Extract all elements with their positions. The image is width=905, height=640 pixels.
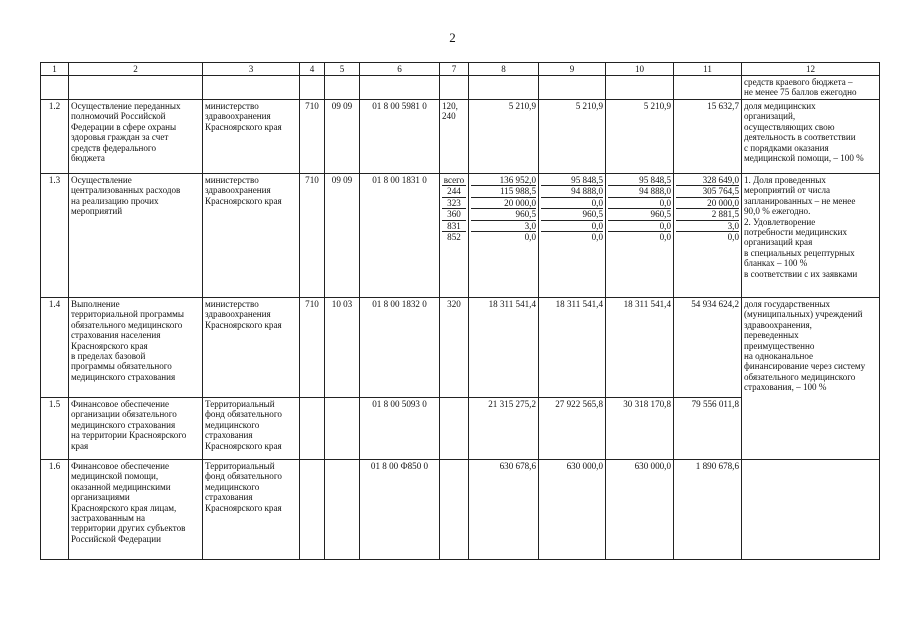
col-7: 320 (440, 298, 469, 398)
sub-value: 0,0 (727, 231, 739, 242)
sub-value: 960,5 (608, 209, 671, 220)
sub-value: всего (443, 175, 465, 185)
row-number: 1.6 (41, 460, 69, 560)
col-5 (325, 398, 360, 460)
col-8: 21 315 275,2 (469, 398, 539, 460)
col-10: 630 000,0 (606, 460, 674, 560)
col-4 (300, 460, 325, 560)
executor: министерство здравоохранения Красноярского края (203, 100, 300, 174)
sub-value: 0,0 (591, 231, 603, 242)
col-5: 09 09 (325, 174, 360, 298)
sub-value: 323 (442, 198, 466, 209)
continuation-text: средств краевого бюджета – не менее 75 баллов ежегодно (742, 76, 880, 100)
header-row (41, 63, 880, 76)
header-cell: 7 (440, 63, 469, 76)
row-number: 1.2 (41, 100, 69, 174)
col-7 (440, 174, 469, 298)
col-6: 01 8 00 5981 0 (360, 100, 440, 174)
sub-value: 115 988,5 (471, 186, 536, 197)
page-number: 2 (449, 30, 456, 45)
sub-value: 94 888,0 (608, 186, 671, 197)
table-row (41, 460, 880, 560)
sub-value: 3,0 (676, 221, 739, 232)
col-11: 79 556 011,8 (674, 398, 742, 460)
sub-value: 0,0 (608, 221, 671, 232)
col-8: 630 678,6 (469, 460, 539, 560)
activity-name: Финансовое обеспечение медицинской помощи, оказанной медицинскими организациями Красноярского края лицам, застрахованным на территории других субъектов Российской Федерации (69, 460, 203, 560)
col-12: доля государственных (муниципальных) учреждений здравоохранения, переведенных преимущественно на одноканальное финансирование через систему обязательного медицинского страхования, – 100 % (742, 298, 880, 460)
sub-value: 20 000,0 (676, 198, 739, 209)
row-number: 1.3 (41, 174, 69, 298)
header-cell: 1 (41, 63, 69, 76)
col-8 (469, 174, 539, 298)
sub-value: 244 (442, 186, 466, 197)
col-9: 5 210,9 (539, 100, 606, 174)
col-4: 710 (300, 174, 325, 298)
row-number: 1.5 (41, 398, 69, 460)
col-4: 710 (300, 100, 325, 174)
col-4 (300, 398, 325, 460)
sub-value: 0,0 (524, 231, 536, 242)
header-cell: 4 (300, 63, 325, 76)
sub-value: 95 848,5 (608, 175, 671, 186)
col-6: 01 8 00 1831 0 (360, 174, 440, 298)
executor: Территориальный фонд обязательного медицинского страхования Красноярского края (203, 460, 300, 560)
col-9: 18 311 541,4 (539, 298, 606, 398)
sub-value: 960,5 (541, 209, 603, 220)
col-4: 710 (300, 298, 325, 398)
sub-value: 305 764,5 (676, 186, 739, 197)
sub-value: 136 952,0 (471, 175, 536, 186)
sub-value: 960,5 (471, 209, 536, 220)
sub-value: 94 888,0 (541, 186, 603, 197)
sub-value: 20 000,0 (471, 198, 536, 209)
header-cell: 10 (606, 63, 674, 76)
col-12-empty (742, 460, 880, 560)
col-11: 15 632,7 (674, 100, 742, 174)
executor: министерство здравоохранения Красноярского края (203, 298, 300, 398)
col-7 (440, 460, 469, 560)
col-10: 5 210,9 (606, 100, 674, 174)
col-7 (440, 398, 469, 460)
col-12: 1. Доля проведенных мероприятий от числа запланированных – не менее 90,0 % ежегодно. 2. Удовлетворение потребности медицинских организаций края в специальных рецептурных бланках – 100 % в соответствии с их заявками (742, 174, 880, 298)
header-cell: 8 (469, 63, 539, 76)
table-row (41, 298, 880, 398)
header-cell: 2 (69, 63, 203, 76)
header-cell: 12 (742, 63, 880, 76)
header-cell: 6 (360, 63, 440, 76)
executor: Территориальный фонд обязательного медицинского страхования Красноярского края (203, 398, 300, 460)
header-cell: 5 (325, 63, 360, 76)
sub-value: 831 (442, 221, 466, 232)
col-11: 1 890 678,6 (674, 460, 742, 560)
table-row (41, 100, 880, 174)
col-7: 120, 240 (440, 100, 469, 174)
sub-value: 3,0 (471, 221, 536, 232)
col-10: 30 318 170,8 (606, 398, 674, 460)
row-number: 1.4 (41, 298, 69, 398)
col-6: 01 8 00 Ф850 0 (360, 460, 440, 560)
col-9: 27 922 565,8 (539, 398, 606, 460)
header-cell: 3 (203, 63, 300, 76)
executor: министерство здравоохранения Красноярского края (203, 174, 300, 298)
col-12: доля медицинских организаций, осуществляющих свою деятельность в соответствии с порядками оказания медицинской помощи, – 100 % (742, 100, 880, 174)
header-cell: 9 (539, 63, 606, 76)
col-5: 10 03 (325, 298, 360, 398)
col-6: 01 8 00 1832 0 (360, 298, 440, 398)
sub-value: 2 881,5 (676, 209, 739, 220)
col-5: 09 09 (325, 100, 360, 174)
activity-name: Осуществление переданных полномочий Российской Федерации в сфере охраны здоровья граждан за счет средств федерального бюджета (69, 100, 203, 174)
col-5 (325, 460, 360, 560)
col-10 (606, 174, 674, 298)
continuation-row (41, 76, 880, 100)
col-11 (674, 174, 742, 298)
col-6: 01 8 00 5093 0 (360, 398, 440, 460)
col-9 (539, 174, 606, 298)
sub-value: 360 (442, 209, 466, 220)
sub-value: 95 848,5 (541, 175, 603, 186)
activity-name: Выполнение территориальной программы обязательного медицинского страхования населения Красноярского края в пределах базовой программы обязательного медицинского страхования (69, 298, 203, 398)
sub-value: 328 649,0 (676, 175, 739, 186)
col-9: 630 000,0 (539, 460, 606, 560)
col-11: 54 934 624,2 (674, 298, 742, 398)
sub-value: 0,0 (608, 198, 671, 209)
col-10: 18 311 541,4 (606, 298, 674, 398)
activity-name: Финансовое обеспечение организации обязательного медицинского страхования на территории Красноярского края (69, 398, 203, 460)
header-cell: 11 (674, 63, 742, 76)
sub-value: 852 (447, 231, 461, 242)
sub-value: 0,0 (541, 221, 603, 232)
sub-value: 0,0 (659, 231, 671, 242)
col-8: 18 311 541,4 (469, 298, 539, 398)
col-8: 5 210,9 (469, 100, 539, 174)
activity-name: Осуществление централизованных расходов на реализацию прочих мероприятий (69, 174, 203, 298)
table-row (41, 174, 880, 298)
program-table (40, 62, 880, 560)
sub-value: 0,0 (541, 198, 603, 209)
